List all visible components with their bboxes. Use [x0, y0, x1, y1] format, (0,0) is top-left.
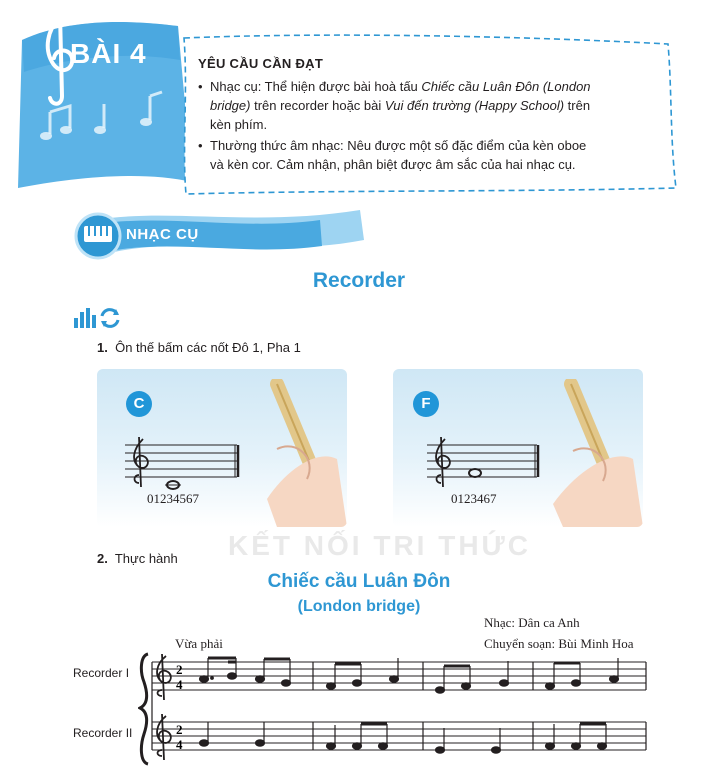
- staff-f: [427, 437, 547, 497]
- song-title: Chiếc cầu Luân Đôn: [267, 571, 451, 592]
- bullet-icon: •: [198, 79, 203, 94]
- step-1: [97, 340, 301, 355]
- lesson-label: BÀI 4: [70, 38, 147, 69]
- requirement-text: trên: [564, 98, 591, 113]
- time-signature-top: 2: [176, 722, 183, 737]
- credit-arranger: Chuyển soạn: Bùi Minh Hoa: [484, 636, 634, 651]
- song-name: Vui đến trường (Happy School): [384, 98, 565, 113]
- instrument-label-recorder-2: Recorder II: [73, 726, 133, 740]
- section-label: NHẠC CỤ: [126, 226, 199, 243]
- note-badge: F: [413, 391, 439, 417]
- fingering-label: 01234567: [147, 491, 199, 506]
- step-text: Thực hành: [114, 551, 178, 566]
- requirements-title: YÊU CẦU CẦN ĐẠT: [198, 56, 324, 71]
- whole-note-f: [469, 469, 481, 477]
- time-signature-top: 2: [176, 662, 183, 677]
- bullet-icon: •: [198, 138, 203, 153]
- bars-icon: [74, 308, 96, 328]
- practice-icons: [72, 306, 122, 330]
- section-banner: [70, 200, 370, 270]
- step-number: 1.: [97, 340, 108, 355]
- hand-recorder-illustration: [543, 379, 643, 527]
- requirement-text: Nhạc cụ: Thể hiện được bài hoà tấu: [210, 79, 422, 94]
- system-brace: [140, 654, 148, 764]
- fingering-card-f: [393, 369, 643, 527]
- requirement-item-theory: [198, 136, 668, 174]
- treble-clef-icon: [157, 714, 171, 760]
- requirement-text: và kèn cor. Cảm nhận, phân biệt được âm sắc của hai nhạc cụ.: [210, 157, 576, 172]
- hand-recorder-illustration: [247, 379, 347, 527]
- song-name: bridge): [210, 98, 251, 113]
- barlines: [152, 662, 646, 750]
- credit-music: Nhạc: Dân ca Anh: [484, 615, 580, 630]
- notes-recorder-2: [200, 722, 607, 753]
- requirement-text: kèn phím.: [210, 117, 268, 132]
- note-badge: C: [126, 391, 152, 417]
- treble-clef-icon: [157, 654, 171, 700]
- fingering-label: 0123467: [451, 491, 497, 506]
- time-signature-bottom: 4: [176, 677, 183, 692]
- tempo-marking: Vừa phải: [175, 636, 223, 651]
- staff-c: [125, 437, 245, 497]
- step-2: [97, 551, 178, 566]
- instrument-label-recorder-1: Recorder I: [73, 666, 130, 680]
- music-score: [138, 652, 658, 767]
- page-title: Recorder: [312, 269, 406, 292]
- time-signature-bottom: 4: [176, 737, 183, 752]
- watermark: KẾT NỐI TRI THỨC: [228, 530, 531, 561]
- step-number: 2.: [97, 551, 108, 566]
- fingering-card-c: [97, 369, 347, 527]
- requirement-item-instrument: [198, 77, 668, 134]
- requirement-text: trên recorder hoặc bài: [250, 98, 385, 113]
- keyboard-icon: [84, 226, 112, 242]
- requirement-text: Thường thức âm nhạc: Nêu được một số đặc điểm của kèn oboe: [210, 138, 587, 153]
- song-name: Chiếc cầu Luân Đôn (London: [421, 79, 591, 94]
- staff-recorder-1: [152, 662, 646, 690]
- song-subtitle: (London bridge): [297, 598, 421, 615]
- step-text: Ôn thế bấm các nốt Đô 1, Pha 1: [115, 340, 301, 355]
